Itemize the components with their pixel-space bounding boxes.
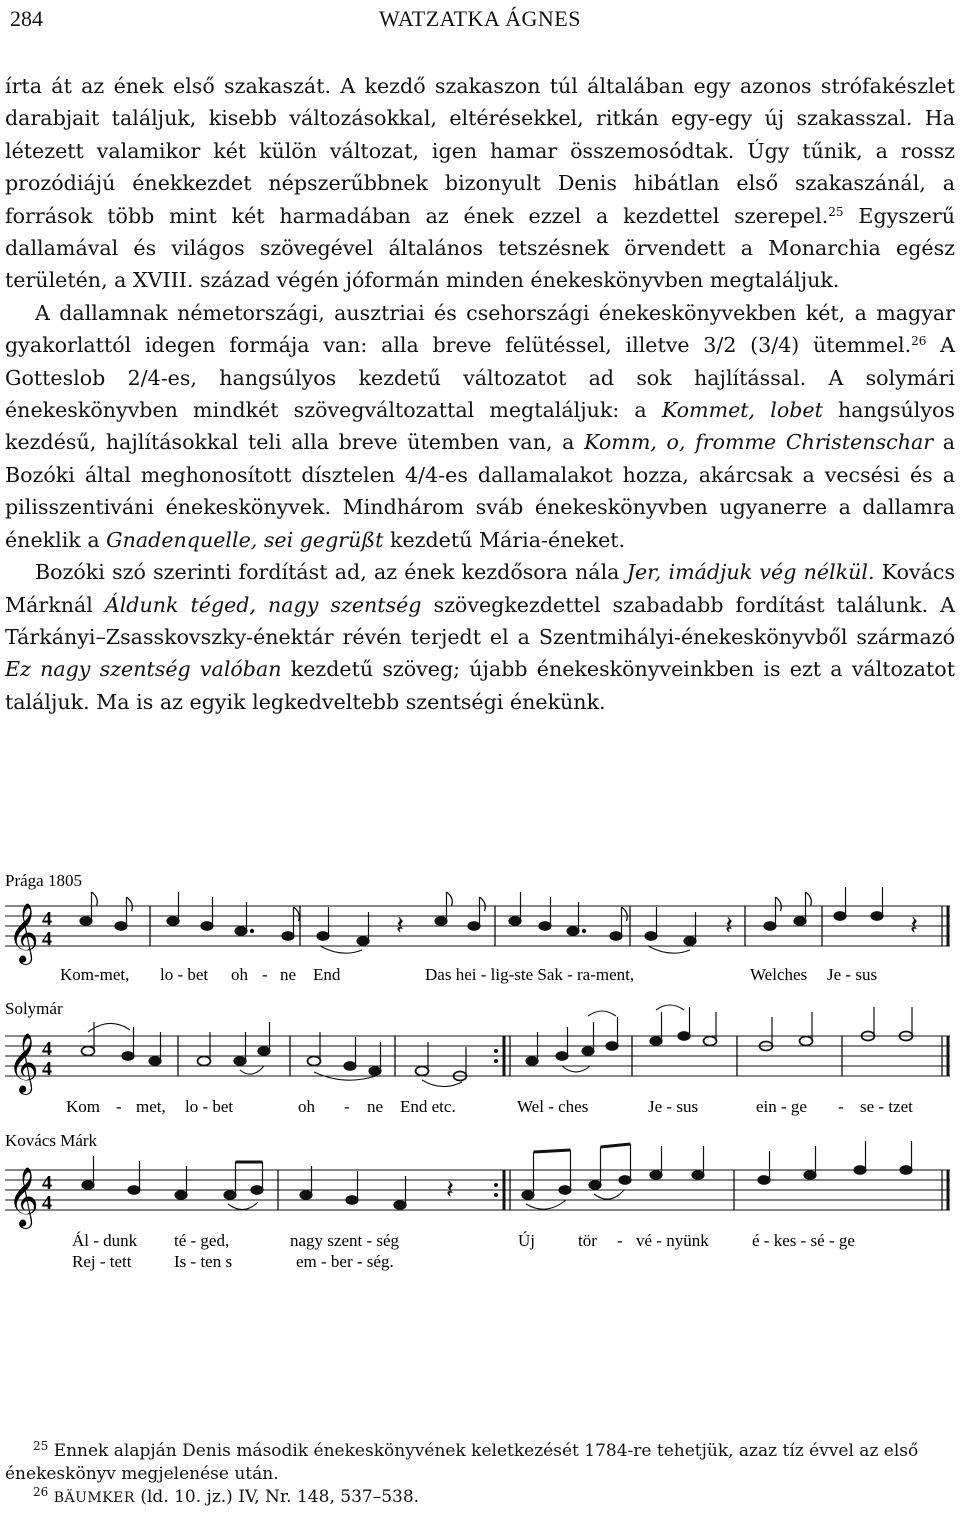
music-example xyxy=(0,862,960,1282)
page-header xyxy=(10,6,950,38)
svg-text:em - ber - ség.: em - ber - ség. xyxy=(296,1252,394,1271)
svg-text:Is - ten s: Is - ten s xyxy=(174,1252,233,1271)
page-number: 284 xyxy=(10,6,43,31)
treble-clef-icon: 𝄞 xyxy=(8,1035,39,1092)
svg-text:Je - sus: Je - sus xyxy=(648,1097,699,1116)
paragraph-1: írta át az ének első szakaszát. A kezdő szakaszon túl általában egy azonos strófakészlet darabjait találjuk, kisebb változásokkal, eltérésekkel, ritkán egy-egy új szakasszal. Ha létezett valamikor két külön változat, igen hamar összemosódtak. Úgy tűnik, a rossz prozódiájú énekkezdet népszerűbbnek bizonyult Denis hibátlan első szakaszánál, a források több mint két harmadában az ének ezzel a kezdettel szerepel.$^{25}$ Egyszerű dallamával és világos szövegével általános tetszésnek örvendett a Monarchia egész területén, a XVIII. század végén jóformán minden énekeskönyvben megtaláljuk. xyxy=(5,74,955,293)
svg-text:-: - xyxy=(262,965,268,984)
time-sig-top: 4 xyxy=(42,1038,52,1060)
svg-text:𝄽: 𝄽 xyxy=(910,911,918,940)
footnote-ref-25[interactable]: 25 xyxy=(828,204,844,219)
slurs xyxy=(320,946,690,953)
paragraph-3: Bozóki szó szerinti fordítást ad, az ének kezdősora nála Jer, imádjuk vég nélkül. Kovács Márknál Áldunk téged, nagy szentség szövegkezdettel szabadabb fordítást találunk. A Tárkányi–Zsasskovszky-énektár révén terjedt el a Szentmihályi-énekeskönyvből származó Ez nagy szentség valóban kezdetű szöveg; újabb énekeskönyveinkben is ezt a változatot találjuk. Ma is az egyik legkedveltebb szentségi énekünk. xyxy=(5,560,956,714)
system-praga xyxy=(5,871,950,984)
svg-text:𝄽: 𝄽 xyxy=(725,911,733,940)
svg-text:oh: oh xyxy=(231,965,248,984)
treble-clef-icon: 𝄞 xyxy=(8,1169,39,1226)
system-label: Prága 1805 xyxy=(5,871,82,890)
paragraph-2: A dallamnak németországi, ausztriai és csehországi énekeskönyvekben két, a magyar gyakorlattól idegen formája van: alla breve felütéssel, illetve 3/2 (3/4) ütemmel.$^{26}$ A Gotteslob 2/4-es, hangsúlyos kezdetű változatot ad sok hajlítással. A solymári énekeskönyvben mindkét szövegváltozattal megtaláljuk: a Kommet, lobet hangsúlyos kezdésű, hajlításokkal teli alla breve ütemben van, a Komm, o, fromme Christenschar a Bozóki által meghonosított dísztelen 4/4-es dallamalakot hozza, akárcsak a vecsési és a pilisszentiváni énekeskönyvek. Mindhárom sváb énekeskönyvben ugyanerre a dallamra éneklik a Gnadenquelle, sei gegrüßt kezdetű Mária-éneket. xyxy=(5,300,955,552)
running-title: WATZATKA ÁGNES xyxy=(379,6,581,31)
footnotes xyxy=(5,1440,955,1510)
lyrics xyxy=(66,1097,913,1116)
system-label: Kovács Márk xyxy=(5,1131,98,1150)
lyrics xyxy=(60,965,877,984)
svg-text:Rej - tett: Rej - tett xyxy=(72,1252,132,1271)
svg-text:Welches: Welches xyxy=(750,965,808,984)
svg-text:Wel - ches: Wel - ches xyxy=(517,1097,589,1116)
svg-text:ne: ne xyxy=(367,1097,384,1116)
svg-text:oh: oh xyxy=(298,1097,315,1116)
time-sig-bottom: 4 xyxy=(42,1192,52,1214)
svg-text:é - kes - sé - ge: é - kes - sé - ge xyxy=(752,1231,855,1250)
svg-text:Kom: Kom xyxy=(66,1097,100,1116)
svg-text:Das hei - lig-ste Sak - ra-men: Das hei - lig-ste Sak - ra-ment, xyxy=(425,965,635,984)
svg-text:𝄽: 𝄽 xyxy=(446,1175,454,1204)
time-sig-bottom: 4 xyxy=(42,928,52,950)
svg-text:vé - nyünk: vé - nyünk xyxy=(636,1231,709,1250)
system-kovacs xyxy=(5,1131,950,1271)
system-label: Solymár xyxy=(5,999,63,1018)
notes xyxy=(82,1007,913,1081)
svg-text:Kom-met,: Kom-met, xyxy=(60,965,130,984)
svg-text:-: - xyxy=(617,1231,623,1250)
svg-text:se - tzet: se - tzet xyxy=(860,1097,913,1116)
footnote-26: $^{26}$ BÄUMKER (ld. 10. jz.) IV, Nr. 148, 537–538. xyxy=(33,1485,420,1507)
svg-text:Ál - dunk: Ál - dunk xyxy=(72,1231,138,1250)
svg-text:-: - xyxy=(838,1097,844,1116)
svg-text:ein - ge: ein - ge xyxy=(756,1097,807,1116)
svg-text:té - ged,: té - ged, xyxy=(174,1231,230,1250)
time-sig-top: 4 xyxy=(42,908,52,930)
svg-text:tör: tör xyxy=(578,1231,597,1250)
svg-text:lo - bet: lo - bet xyxy=(160,965,209,984)
svg-text:Je - sus: Je - sus xyxy=(827,965,878,984)
footnote-ref-26[interactable]: 26 xyxy=(911,334,927,349)
footnote-25: $^{25}$ Ennek alapján Denis második énekeskönyvének keletkezését 1784-re tehetjük, azaz tíz évvel az első énekeskönyv megjelenése után. xyxy=(5,1439,919,1484)
svg-text:-: - xyxy=(116,1097,122,1116)
time-sig-bottom: 4 xyxy=(42,1058,52,1080)
staff-lines xyxy=(5,1036,950,1076)
system-solymar xyxy=(5,999,950,1116)
svg-text:met,: met, xyxy=(136,1097,166,1116)
svg-text:ne: ne xyxy=(280,965,297,984)
rests xyxy=(446,1175,454,1204)
time-sig-top: 4 xyxy=(42,1172,52,1194)
lyrics xyxy=(72,1231,855,1271)
svg-text:𝄽: 𝄽 xyxy=(396,911,404,940)
beams xyxy=(236,1144,631,1162)
treble-clef-icon: 𝄞 xyxy=(8,905,39,962)
svg-text:nagy szent - ség: nagy szent - ség xyxy=(290,1231,400,1250)
svg-text:lo - bet: lo - bet xyxy=(185,1097,234,1116)
svg-text:Új: Új xyxy=(518,1231,535,1250)
body-text xyxy=(5,70,955,718)
notes xyxy=(82,1141,912,1209)
svg-text:-: - xyxy=(344,1097,350,1116)
svg-text:End: End xyxy=(313,965,341,984)
svg-text:End etc.: End etc. xyxy=(400,1097,456,1116)
